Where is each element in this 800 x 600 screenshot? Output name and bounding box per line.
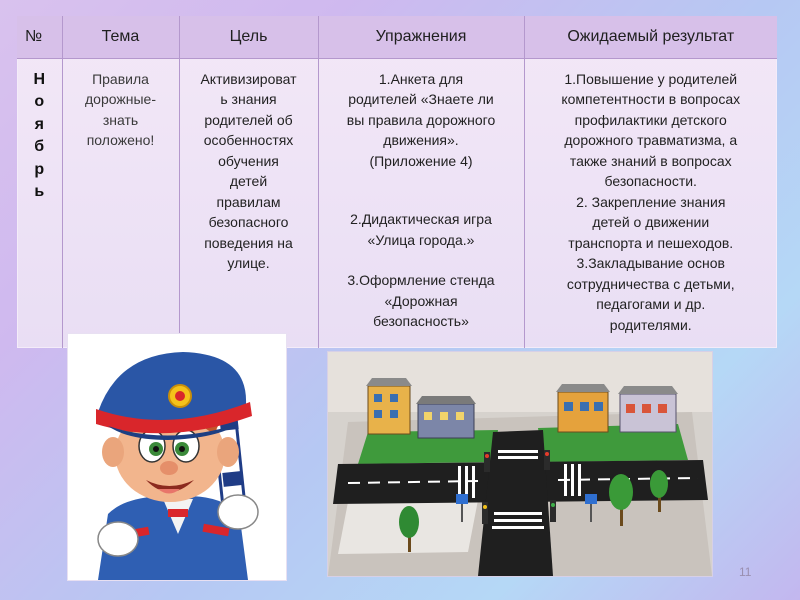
road-model-photo [328, 352, 712, 576]
month-letter: ь [34, 183, 45, 200]
exercise-line: движения». [383, 132, 459, 148]
theme-line: положено! [86, 132, 155, 148]
spacer [321, 171, 522, 209]
exercises-cell [318, 58, 524, 348]
exercise-line: безопасность» [373, 313, 469, 329]
traffic-policeman-illustration [68, 334, 286, 580]
month-letter: б [34, 138, 45, 155]
table-header-row [17, 16, 777, 58]
result-line: 2. Закрепление знания [576, 193, 726, 210]
exercise-line: 1.Анкета для [378, 70, 464, 87]
policeman-icon [68, 334, 286, 580]
month-letter: Н [33, 70, 46, 88]
header-expected-result: Ожидаемый результат [524, 16, 777, 58]
theme-line: Правила [92, 70, 149, 87]
goal-line: Активизироват [200, 70, 297, 87]
result-line: профилактики детского [574, 111, 727, 128]
goal-line: ь знания [220, 91, 277, 107]
goal-line: поведения на [204, 234, 293, 251]
goal-cell [179, 58, 318, 348]
result-line: педагогами и др. [596, 296, 706, 312]
goal-line: особенностях [203, 132, 294, 148]
goal-line: обучения [218, 152, 279, 169]
month-cell [17, 58, 62, 348]
exercise-line: вы правила дорожного [346, 111, 496, 128]
result-line: безопасности. [604, 173, 697, 189]
result-line: транспорта и пешеходов. [568, 234, 734, 251]
exercise-line: родителей «Знаете ли [348, 91, 494, 107]
table-row [17, 58, 777, 348]
result-line: 3.Закладывание основ [576, 255, 725, 271]
page-number: 11 [739, 565, 752, 579]
exercise-line: (Приложение 4) [369, 152, 473, 169]
expected-result-cell [524, 58, 777, 348]
theme-line: дорожные- [85, 91, 156, 107]
goal-line: улице. [227, 255, 270, 271]
month-letter: я [34, 115, 44, 133]
goal-line: родителей об [204, 111, 293, 128]
goal-line: детей [229, 173, 268, 189]
exercise-line: 2.Дидактическая игра [350, 211, 492, 227]
header-exercises: Упражнения [318, 16, 524, 58]
goal-line: безопасного [208, 214, 289, 230]
spacer [321, 250, 522, 270]
theme-line: знать [102, 111, 139, 128]
street-model-icon [328, 352, 712, 576]
result-line: дорожного травматизма, а [564, 132, 738, 148]
goal-line: правилам [216, 193, 281, 210]
exercise-line: «Дорожная [384, 292, 458, 309]
result-line: компетентности в вопросах [561, 91, 741, 107]
result-line: родителями. [609, 316, 692, 333]
month-letter: р [34, 160, 45, 178]
month-letter: о [34, 93, 45, 110]
header-goal: Цель [179, 16, 318, 58]
header-theme: Тема [62, 16, 179, 58]
result-line: сотрудничества с детьми, [566, 275, 735, 292]
lesson-plan-table [17, 16, 777, 348]
exercise-line: 3.Оформление стенда [347, 272, 495, 288]
result-line: 1.Повышение у родителей [564, 70, 738, 87]
theme-cell [62, 58, 179, 348]
header-number: № [17, 16, 62, 58]
exercise-line: «Улица города.» [367, 231, 475, 248]
result-line: также знаний в вопросах [569, 152, 732, 169]
result-line: детей о движении [592, 214, 710, 230]
